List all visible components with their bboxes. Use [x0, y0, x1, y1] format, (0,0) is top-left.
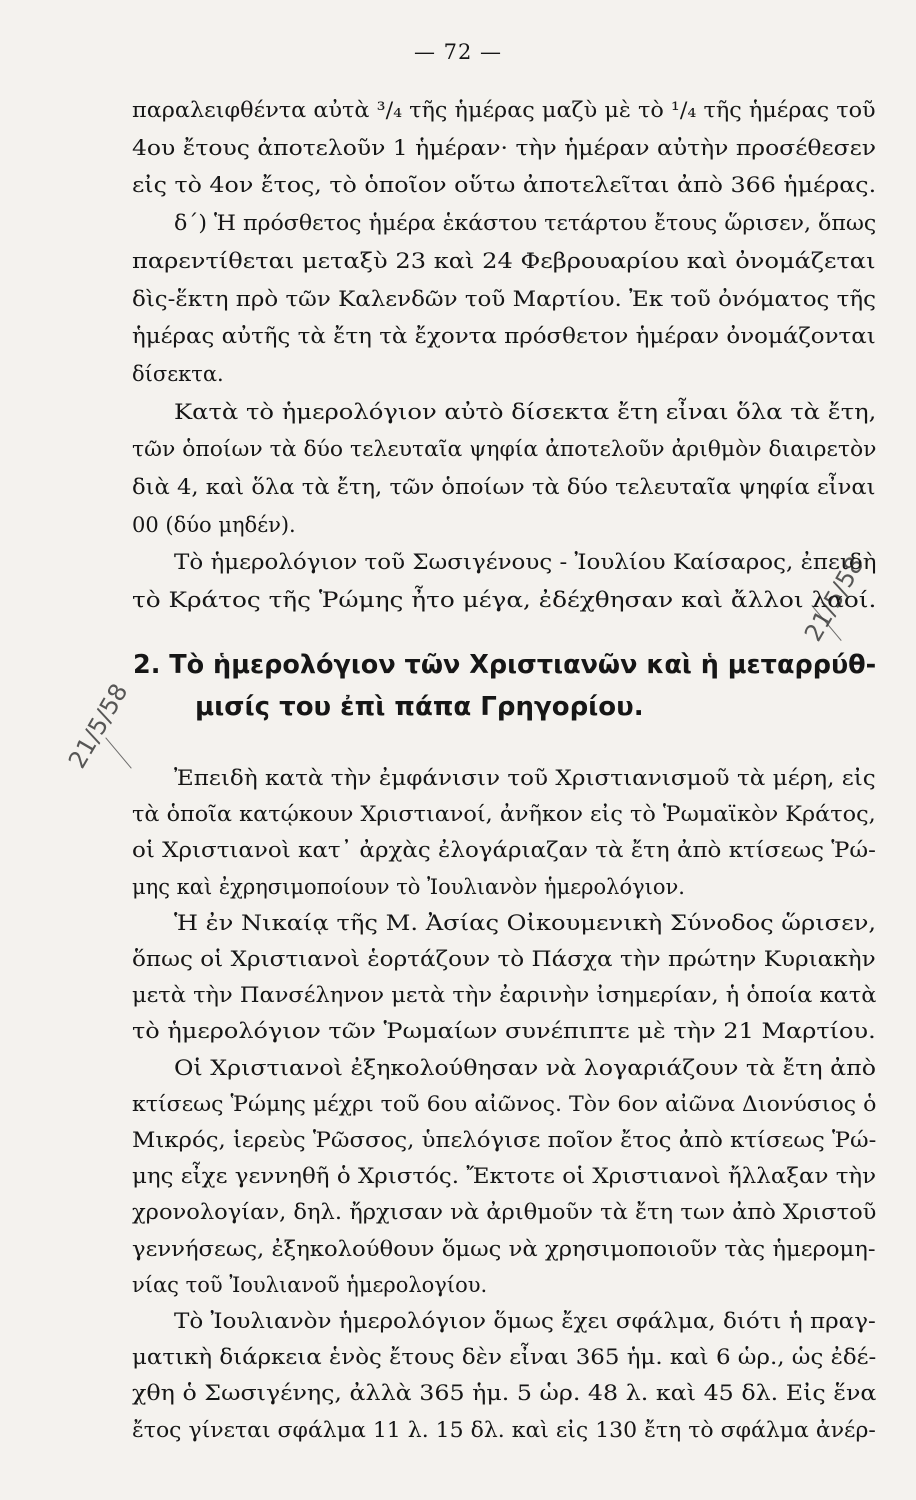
text-line: δίσεκτα. — [132, 361, 224, 386]
text-line: τὰ ὁποῖα κατῴκουν Χριστιανοί, ἀνῆκον εἰς τὸ Ῥωμαϊκὸν Κράτος, — [132, 802, 876, 827]
pencil-mark — [105, 737, 131, 768]
text-line: Τὸ Ἰουλιανὸν ἡμερολόγιον ὅμως ἔχει σφάλμα, διότι ἡ πραγ- — [174, 1309, 876, 1333]
text-line: Τὸ ἡμερολόγιον τοῦ Σωσιγένους - Ἰουλίου Καίσαρος, ἐπειδὴ — [174, 550, 877, 575]
text-line: οἱ Χριστιανοὶ κατ᾽ ἀρχὰς ἐλογάριαζαν τὰ ἔτη ἀπὸ κτίσεως Ῥώ- — [132, 838, 876, 863]
text-line: μης εἶχε γεννηθῆ ὁ Χριστός. Ἔκτοτε οἱ Χριστιανοὶ ἤλλαξαν τὴν — [132, 1164, 877, 1189]
text-line: μετὰ τὴν Πανσέληνον μετὰ τὴν ἐαρινὴν ἰσημερίαν, ἡ ὁποία κατὰ — [132, 983, 877, 1008]
section-heading-line-2: μισίς του ἐπὶ πάπα Γρηγορίου. — [195, 692, 644, 722]
text-line: τὸ ἡμερολόγιον τῶν Ῥωμαίων συνέπιπτε μὲ τὴν 21 Μαρτίου. — [132, 1019, 876, 1044]
text-line: νίας τοῦ Ἰουλιανοῦ ἡμερολογίου. — [132, 1272, 488, 1297]
text-line: τῶν ὁποίων τὰ δύο τελευταῖα ψηφία ἀποτελοῦν ἀριθμὸν διαιρετὸν — [132, 437, 877, 462]
text-line: εἰς τὸ 4ον ἔτος, τὸ ὁποῖον οὕτω ἀποτελεῖται ἀπὸ 366 ἡμέρας. — [132, 173, 877, 198]
text-line: ἡμέρας αὐτῆς τὰ ἔτη τὰ ἔχοντα πρόσθετον ἡμέραν ὀνομάζονται — [132, 324, 876, 349]
page-number: — 72 — — [413, 40, 503, 64]
text-line: Ἐπειδὴ κατὰ τὴν ἐμφάνισιν τοῦ Χριστιανισμοῦ τὰ μέρη, εἰς — [174, 766, 876, 790]
text-line: μης καὶ ἐχρησιμοποίουν τὸ Ἰουλιανὸν ἡμερολόγιον. — [132, 874, 685, 899]
text-line: ματικὴ διάρκεια ἑνὸς ἔτους δὲν εἶναι 365 ἡμ. καὶ 6 ὡρ., ὡς ἐδέ- — [132, 1345, 877, 1370]
handwritten-note: 21/5/58 — [63, 678, 134, 774]
text-line: δ΄) Ἡ πρόσθετος ἡμέρα ἑκάστου τετάρτου ἔτους ὥρισεν, ὅπως — [174, 211, 877, 236]
text-line: Οἱ Χριστιανοὶ ἐξηκολούθησαν νὰ λογαριάζουν τὰ ἔτη ἀπὸ — [174, 1055, 876, 1080]
text-line: τὸ Κράτος τῆς Ῥώμης ἦτο μέγα, ἐδέχθησαν καὶ ἄλλοι λαοί. — [132, 588, 877, 613]
text-line: 00 (δύο μηδέν). — [132, 512, 296, 537]
handwritten-note: 21/5/58 — [799, 551, 870, 647]
text-line: χρονολογίαν, δηλ. ἤρχισαν νὰ ἀριθμοῦν τὰ ἔτη των ἀπὸ Χριστοῦ — [132, 1200, 877, 1225]
text-line: 4ου ἔτους ἀποτελοῦν 1 ἡμέραν· τὴν ἡμέραν αὐτὴν προσέθεσεν — [132, 135, 877, 160]
text-line: Κατὰ τὸ ἡμερολόγιον αὐτὸ δίσεκτα ἔτη εἶναι ὅλα τὰ ἔτη, — [174, 399, 877, 424]
text-line: κτίσεως Ῥώμης μέχρι τοῦ 6ου αἰῶνος. Τὸν 6ον αἰῶνα Διονύσιος ὁ — [132, 1091, 877, 1116]
section-heading-line-1: 2. Τὸ ἡμερολόγιον τῶν Χριστιανῶν καὶ ἡ μεταρρύθ- — [133, 650, 877, 680]
text-line: Ἡ ἐν Νικαίᾳ τῆς Μ. Ἀσίας Οἰκουμενικὴ Σύνοδος ὥρισεν, — [174, 910, 877, 935]
text-line: διὰ 4, καὶ ὅλα τὰ ἔτη, τῶν ὁποίων τὰ δύο τελευταῖα ψηφία εἶναι — [132, 475, 876, 499]
text-line: παρεντίθεται μεταξὺ 23 καὶ 24 Φεβρουαρίου καὶ ὀνομάζεται — [132, 248, 876, 273]
text-line: ἔτος γίνεται σφάλμα 11 λ. 15 δλ. καὶ εἰς 130 ἔτη τὸ σφάλμα ἀνέρ- — [132, 1417, 876, 1442]
text-line: δὶς-ἕκτη πρὸ τῶν Καλενδῶν τοῦ Μαρτίου. Ἐκ τοῦ ὀνόματος τῆς — [132, 286, 876, 311]
text-line: χθη ὁ Σωσιγένης, ἀλλὰ 365 ἡμ. 5 ὡρ. 48 λ. καὶ 45 δλ. Εἰς ἕνα — [132, 1381, 877, 1406]
text-line: ὅπως οἱ Χριστιανοὶ ἑορτάζουν τὸ Πάσχα τὴν πρώτην Κυριακὴν — [132, 947, 876, 971]
text-line: γεννήσεως, ἐξηκολούθουν ὅμως νὰ χρησιμοποιοῦν τὰς ἡμερομη- — [132, 1236, 876, 1261]
text-line: παραλειφθέντα αὐτὰ ³/₄ τῆς ἡμέρας μαζὺ μὲ τὸ ¹/₄ τῆς ἡμέρας τοῦ — [132, 98, 876, 122]
text-line: Μικρός, ἱερεὺς Ῥῶσσος, ὑπελόγισε ποῖον ἔτος ἀπὸ κτίσεως Ῥώ- — [132, 1128, 877, 1152]
